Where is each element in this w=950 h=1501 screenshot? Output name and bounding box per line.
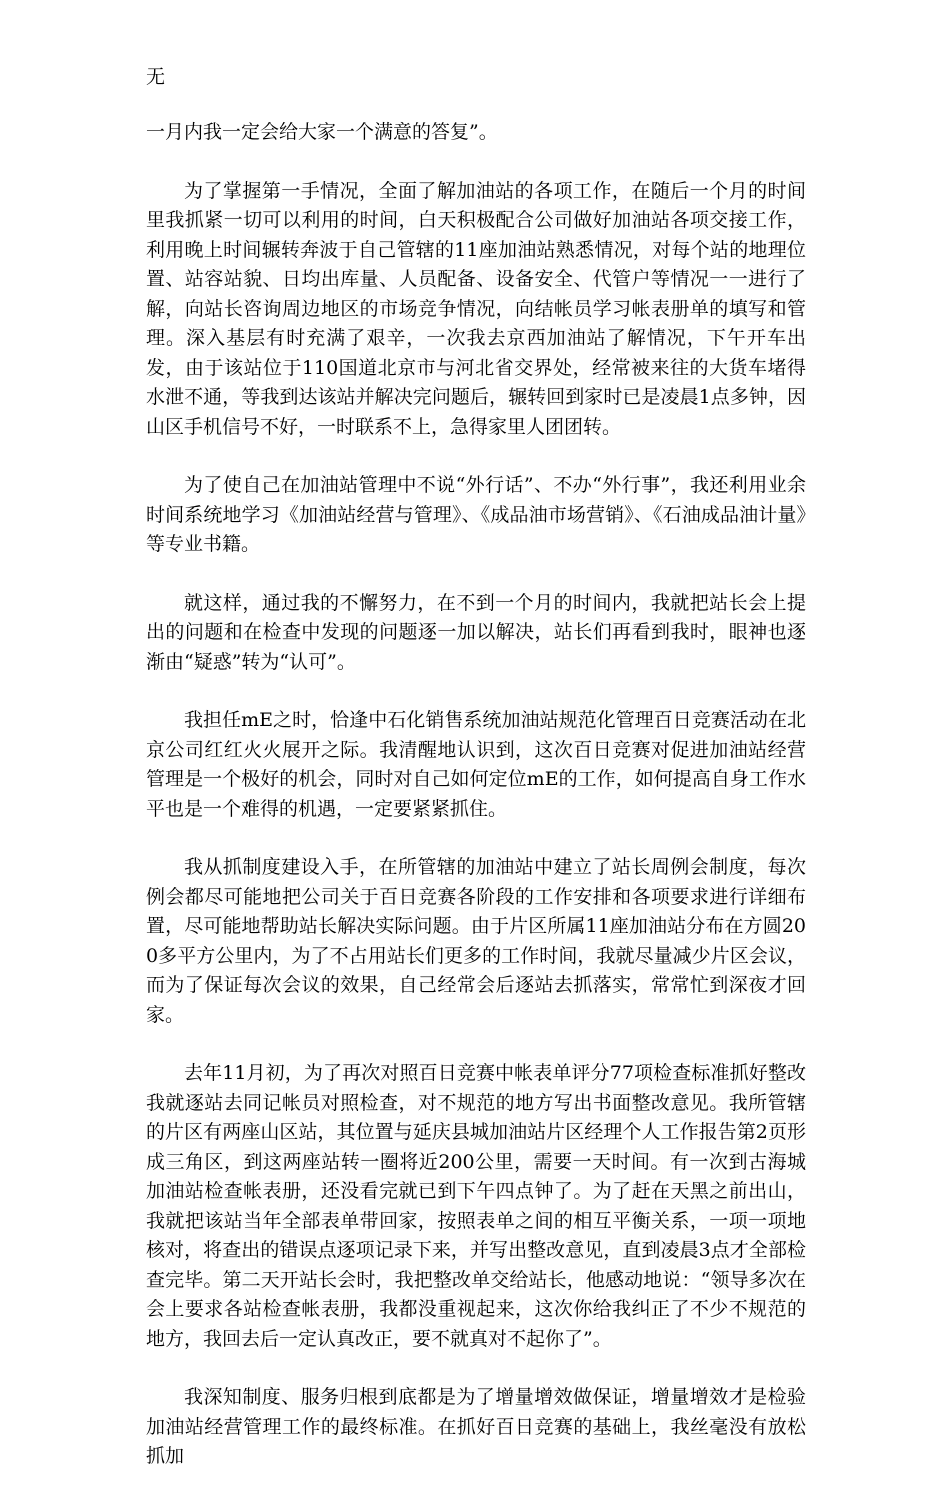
paragraph-8: 我深知制度、服务归根到底都是为了增量增效做保证，增量增效才是检验加油站经营管理工作的最终标准。在抓好百日竞赛的基础上，我丝毫没有放松抓加 <box>146 1386 806 1467</box>
paragraph-2: 为了掌握第一手情况，全面了解加油站的各项工作，在随后一个月的时间里我抓紧一切可以利用的时间，白天积极配合公司做好加油站各项交接工作，利用晚上时间辗转奔波于自己管辖的11座加油站熟悉情况，对每个站的地理位置、站容站貌、日均出库量、人员配备、设备安全、代管户等情况一一进行了解，向站长咨询周边地区的市场竞争情况，向结帐员学习帐表册单的填写和管理。深入基层有时充满了艰辛，一次我去京西加油站了解情况，下午开车出发，由于该站位于110国道北京市与河北省交界处，经常被来往的大货车堵得水泄不通，等我到达该站并解决完问题后，辗转回到家时已是凌晨1点多钟，因山区手机信号不好，一时联系不上，急得家里人团团转。 <box>146 179 806 438</box>
paragraph-4: 就这样，通过我的不懈努力，在不到一个月的时间内，我就把站长会上提出的问题和在检查中发现的问题逐一加以解决，站长们再看到我时，眼神也逐渐由“疑惑”转为“认可”。 <box>146 591 806 673</box>
paragraph-3: 为了使自己在加油站管理中不说“外行话”、不办“外行事”，我还利用业余时间系统地学习《加油站经营与管理》、《成品油市场营销》、《石油成品油计量》等专业书籍。 <box>146 474 806 555</box>
document-body <box>146 118 806 1501</box>
paragraph-5: 我担任mE之时，恰逢中石化销售系统加油站规范化管理百日竞赛活动在北京公司红红火火展开之际。我清醒地认识到，这次百日竞赛对促进加油站经营管理是一个极好的机会，同时对自己如何定位mE的工作，如何提高自身工作水平也是一个难得的机遇，一定要紧紧抓住。 <box>146 709 806 820</box>
paragraph-6: 我从抓制度建设入手，在所管辖的加油站中建立了站长周例会制度，每次例会都尽可能地把公司关于百日竞赛各阶段的工作安排和各项要求进行详细布置，尽可能地帮助站长解决实际问题。由于片区所属11座加油站分布在方圆200多平方公里内，为了不占用站长们更多的工作时间，我就尽量减少片区会议，而为了保证每次会议的效果，自己经常会后逐站去抓落实，常常忙到深夜才回家。 <box>146 856 806 1026</box>
paragraph-7: 去年11月初，为了再次对照百日竞赛中帐表单评分77项检查标准抓好整改我就逐站去同记帐员对照检查，对不规范的地方写出书面整改意见。我所管辖的片区有两座山区站，其位置与延庆县城加油站片区经理个人工作报告第2页形成三角区，到这两座站转一圈将近200公里，需要一天时间。有一次到古海城加油站检查帐表册，还没看完就已到下午四点钟了。为了赶在天黑之前出山，我就把该站当年全部表单带回家，按照表单之间的相互平衡关系，一项一项地核对，将查出的错误点逐项记录下来，并写出整改意见，直到凌晨3点才全部检查完毕。第二天开站长会时，我把整改单交给站长，他感动地说：“领导多次在会上要求各站检查帐表册，我都没重视起来，这次你给我纠正了不少不规范的地方，我回去后一定认真改正，要不就真对不起你了”。 <box>146 1062 806 1350</box>
paragraph-1: 一月内我一定会给大家一个满意的答复”。 <box>146 121 498 143</box>
page-header: 无 <box>146 66 166 88</box>
